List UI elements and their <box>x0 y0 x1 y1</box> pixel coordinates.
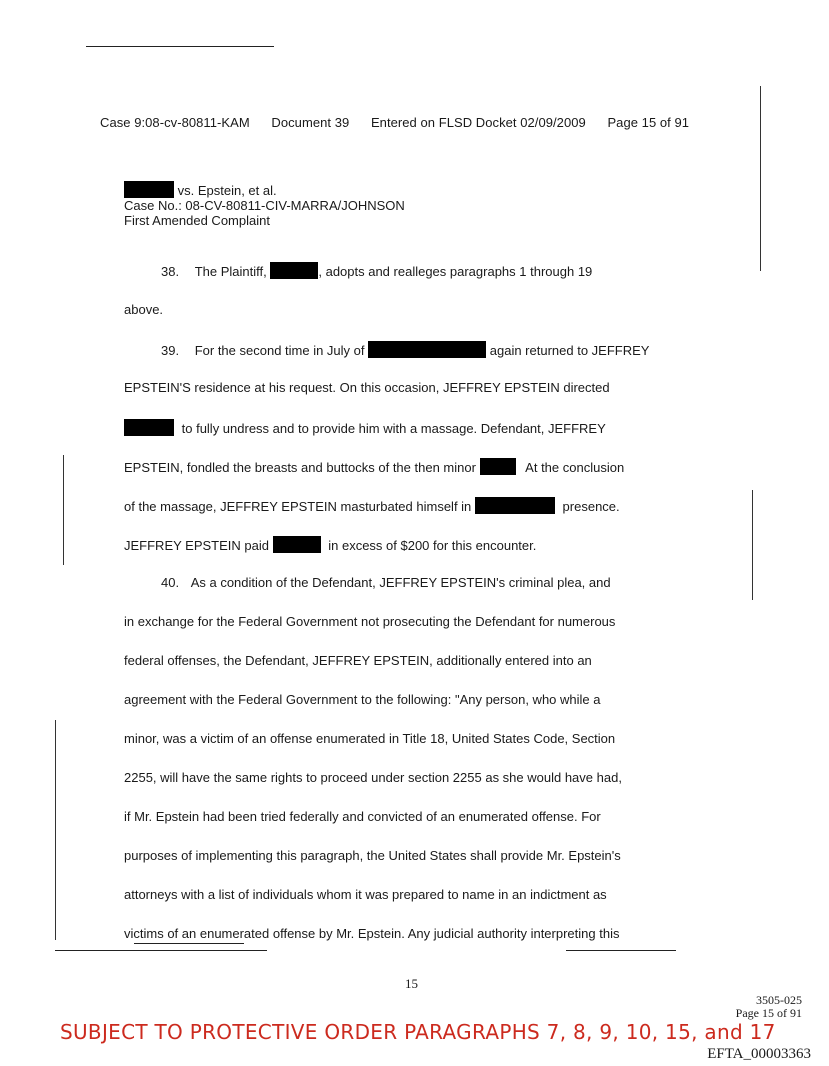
redaction-block <box>480 458 516 475</box>
para-38-line-2: above. <box>124 302 164 317</box>
para-39-line-4: EPSTEIN, fondled the breasts and buttocks of the then minor At the conclusion <box>124 460 625 475</box>
para-40-line-1: 40. As a condition of the Defendant, JEFFREY EPSTEIN's criminal plea, and <box>161 575 611 590</box>
right-margin-bar-top <box>760 86 761 271</box>
right-margin-bar-mid <box>752 490 753 600</box>
para-40-line-5: minor, was a victim of an offense enumerated in Title 18, United States Code, Section <box>124 731 616 746</box>
case-caption <box>124 181 405 228</box>
efta-number: EFTA_00003363 <box>707 1046 811 1062</box>
left-margin-bar-1 <box>63 455 64 565</box>
header-case-number: Case 9:08-cv-80811-KAM <box>100 115 250 130</box>
para-39-line-1: 39. For the second time in July of again returned to JEFFREY <box>161 343 650 358</box>
para-39-line-5: of the massage, JEFFREY EPSTEIN masturbated himself in presence. <box>124 499 620 514</box>
para-40-line-4: agreement with the Federal Government to the following: "Any person, who while a <box>124 692 601 707</box>
para-40-line-7: if Mr. Epstein had been tried federally and convicted of an enumerated offense. For <box>124 809 601 824</box>
protective-order-notice: SUBJECT TO PROTECTIVE ORDER PARAGRAPHS 7, 8, 9, 10, 15, and 17 <box>60 1020 776 1044</box>
redaction-block <box>273 536 321 553</box>
para-40-line-10: victims of an enumerated offense by Mr. Epstein. Any judicial authority interpreting this <box>124 926 620 941</box>
caption-line-1: vs. Epstein, et al. <box>124 181 405 198</box>
header-entered: Entered on FLSD Docket 02/09/2009 <box>370 115 586 130</box>
bottom-rule-right <box>566 950 676 951</box>
left-margin-bar-2 <box>55 720 56 940</box>
para-40-line-9: attorneys with a list of individuals whom it was prepared to name in an indictment as <box>124 887 607 902</box>
para-40-line-2: in exchange for the Federal Government not prosecuting the Defendant for numerous <box>124 614 616 629</box>
bates-number: 3505-025 <box>756 993 802 1007</box>
bottom-rule-left-short <box>134 943 244 944</box>
footer-page-of: Page 15 of 91 <box>735 1006 802 1020</box>
header-page: Page 15 of 91 <box>607 115 690 130</box>
redaction-block <box>270 262 318 279</box>
para-39-line-6: JEFFREY EPSTEIN paid in excess of $200 for this encounter. <box>124 538 537 553</box>
page-number: 15 <box>405 976 418 991</box>
para-40-line-6: 2255, will have the same rights to proceed under section 2255 as she would have had, <box>124 770 622 785</box>
caption-line-3: First Amended Complaint <box>124 213 270 228</box>
top-rule <box>86 46 274 47</box>
bottom-rule-left <box>55 950 267 951</box>
para-38-line-1: 38. The Plaintiff, , adopts and realleges paragraphs 1 through 19 <box>161 264 593 279</box>
docket-header <box>100 115 689 130</box>
para-39-line-2: EPSTEIN'S residence at his request. On this occasion, JEFFREY EPSTEIN directed <box>124 380 610 395</box>
header-document: Document 39 <box>271 115 350 130</box>
para-40-line-3: federal offenses, the Defendant, JEFFREY EPSTEIN, additionally entered into an <box>124 653 592 668</box>
para-40-line-8: purposes of implementing this paragraph, the United States shall provide Mr. Epstein's <box>124 848 621 863</box>
redaction-block <box>124 181 174 198</box>
para-39-line-3: to fully undress and to provide him with a massage. Defendant, JEFFREY <box>124 419 684 436</box>
redaction-block <box>475 497 555 514</box>
redaction-block <box>368 341 486 358</box>
caption-line-2: Case No.: 08-CV-80811-CIV-MARRA/JOHNSON <box>124 198 405 213</box>
redaction-block <box>124 419 174 436</box>
